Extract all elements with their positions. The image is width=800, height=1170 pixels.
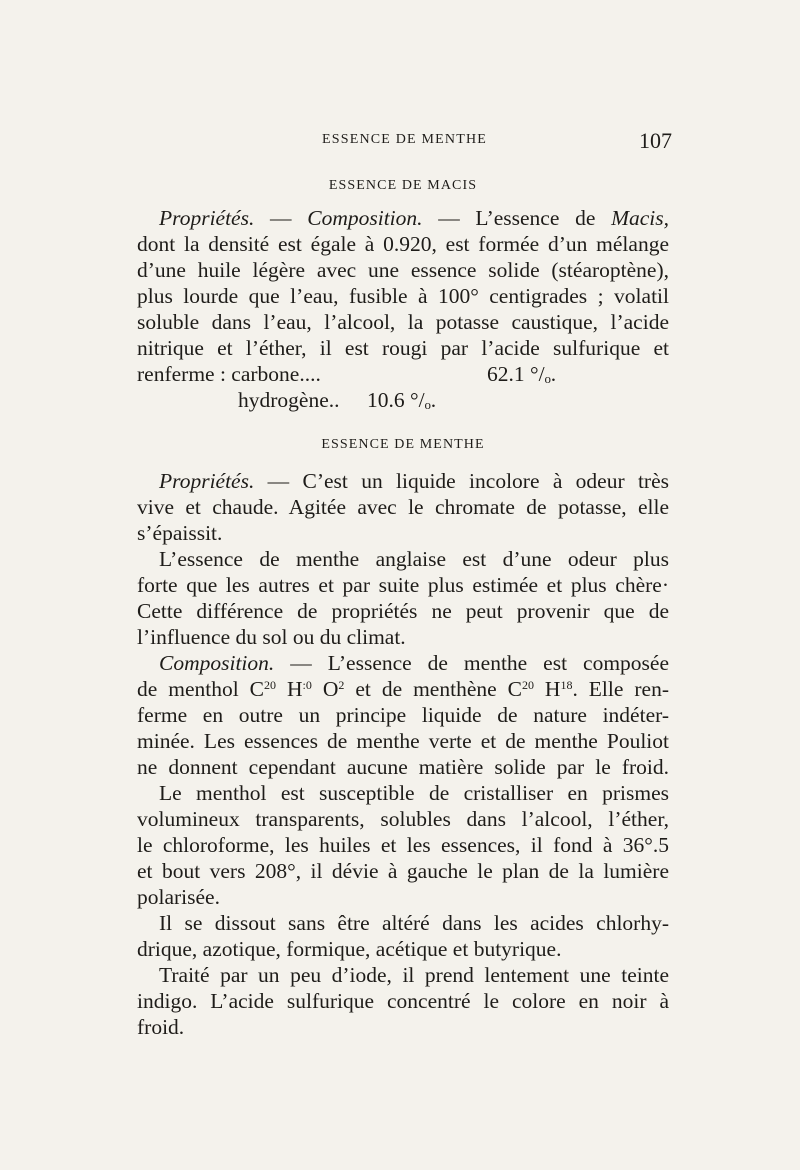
italic-term: Composition. (307, 206, 423, 230)
text-line: drique, azotique, formique, acétique et butyrique. (137, 937, 562, 961)
text-line: dont la densité est égale à 0.920, est formée d’un mélange (137, 232, 669, 256)
subscript: 20 (521, 678, 534, 692)
text-line: Le menthol est susceptible de cristalliser en prismes (159, 781, 669, 805)
text-line: Cette différence de propriétés ne peut provenir que de (137, 599, 669, 623)
text-line: indigo. L’acide sulfurique concentré le colore en noir à (137, 989, 669, 1013)
text-line (137, 650, 669, 676)
subscript: 2 (338, 678, 345, 692)
text-run: H (276, 677, 303, 701)
running-head (137, 128, 672, 154)
hydrogene-label: hydrogène.. (238, 388, 340, 412)
text-line: Il se dissout sans être altéré dans les acides chlorhy- (159, 911, 669, 935)
carbone-label: renferme : carbone.... (137, 362, 321, 386)
subscript: 18 (560, 678, 573, 692)
text-line: l’influence du sol ou du climat. (137, 625, 406, 649)
italic-term: Macis, (611, 206, 669, 230)
text-run: . Elle ren- (572, 677, 669, 701)
menthe-text (137, 468, 669, 1040)
hydrogene-value: 10.6 °/ₒ. (367, 388, 437, 412)
text-line: et bout vers 208°, il dévie à gauche le plan de la lumière (137, 859, 669, 883)
text-line: nitrique et l’éther, il est rougi par l’acide sulfurique et (137, 336, 669, 360)
text-line (137, 205, 669, 231)
carbone-value: 62.1 °/ₒ. (487, 362, 557, 386)
text-line: s’épaissit. (137, 521, 223, 545)
text-run: — C’est un liquide incolore à odeur très (254, 469, 669, 493)
text-line: forte que les autres et par suite plus estimée et plus chère· (137, 573, 669, 597)
italic-term: Propriétés. (159, 206, 255, 230)
subscript: 20 (264, 678, 277, 692)
italic-term: Propriétés. (159, 469, 255, 493)
text-line: d’une huile légère avec une essence solide (stéaroptène), (137, 258, 669, 282)
text-line: Traité par un peu d’iode, il prend lentement une teinte (159, 963, 669, 987)
dash: — (254, 206, 308, 230)
text-line: soluble dans l’eau, l’alcool, la potasse caustique, l’acide (137, 310, 669, 334)
text-run: — L’essence de menthe est composée (274, 651, 669, 675)
composition-row-hydrogene (137, 387, 669, 413)
text-line (137, 676, 669, 702)
text-run: H (533, 677, 561, 701)
text-line: froid. (137, 1015, 185, 1039)
running-head-title: ESSENCE DE MENTHE (321, 132, 488, 147)
macis-text (137, 205, 669, 413)
text-line: plus lourde que l’eau, fusible à 100° centigrades ; volatil (137, 284, 669, 308)
text-line: ferme en outre un principe liquide de nature indéter- (137, 703, 669, 727)
text-line: ne donnent cependant aucune matière solide par le froid. (137, 755, 669, 779)
page-number: 107 (639, 128, 672, 153)
text-line: L’essence de menthe anglaise est d’une odeur plus (159, 547, 669, 571)
text-run: O (311, 677, 339, 701)
text-run: et de menthène C (344, 677, 522, 701)
section-heading-macis: ESSENCE DE MACIS (328, 178, 478, 193)
text-line (137, 468, 669, 494)
italic-term: Composition. (159, 651, 275, 675)
text-run: — L’essence de (422, 206, 612, 230)
subscript: :0 (302, 678, 312, 692)
section-heading-menthe: ESSENCE DE MENTHE (321, 437, 485, 452)
text-line: polarisée. (137, 885, 220, 909)
composition-row-carbone (137, 361, 669, 387)
text-line: vive et chaude. Agitée avec le chromate de potasse, elle (137, 495, 669, 519)
text-line: volumineux transparents, solubles dans l’alcool, l’éther, (137, 807, 669, 831)
text-line: le chloroforme, les huiles et les essences, il fond à 36°.5 (137, 833, 669, 857)
text-line: minée. Les essences de menthe verte et de menthe Pouliot (137, 729, 669, 753)
text-run: de menthol C (137, 677, 265, 701)
